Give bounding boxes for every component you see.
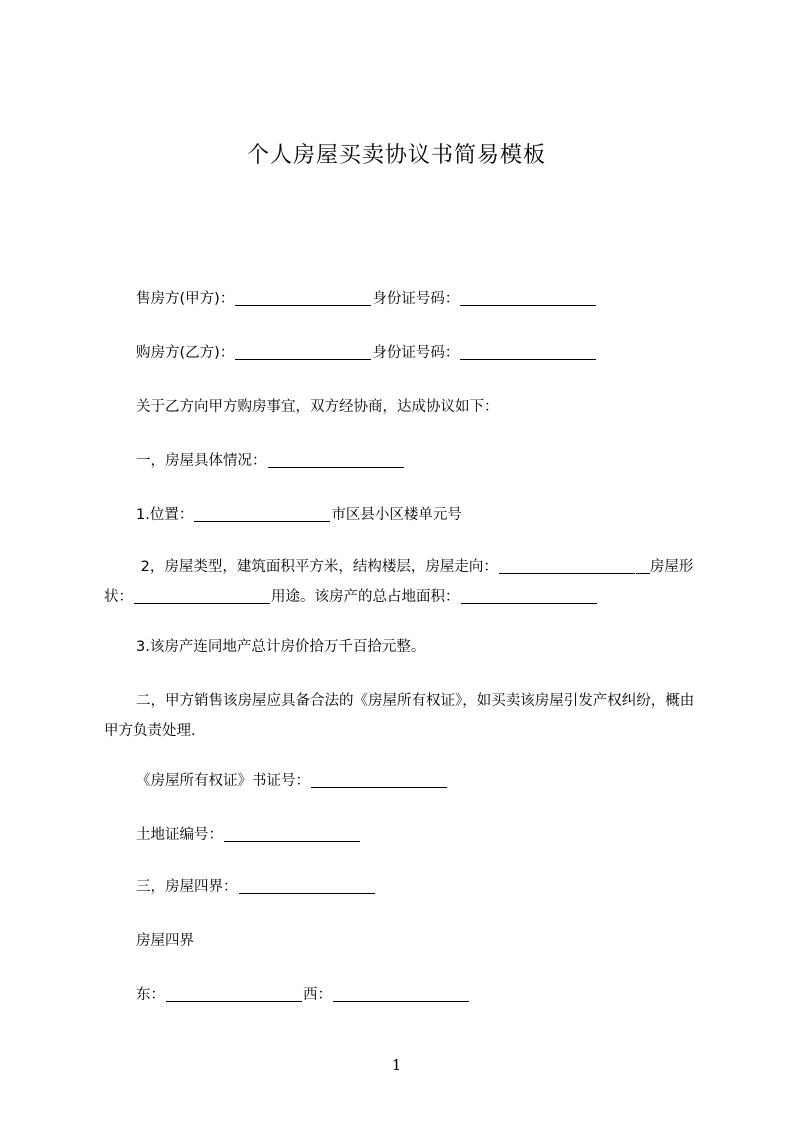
land-certificate-line: [136, 824, 361, 846]
orientation-blank[interactable]: [499, 557, 635, 574]
section-3-heading: 三，房屋四界：: [136, 879, 238, 895]
item-3-paragraph: 3.该房产连同地产总计房价拾万千百拾元整。: [136, 639, 426, 655]
seller-label: 售房方(甲方)：: [136, 291, 235, 307]
buyer-name-blank[interactable]: [235, 343, 371, 360]
section-1-heading: 一，房屋具体情况：: [136, 453, 267, 469]
item-1-line: [136, 504, 462, 526]
east-label: 东：: [136, 987, 165, 1003]
item-2-shape-label: 房屋形状：: [104, 559, 694, 605]
buyer-label: 购房方(乙方)：: [136, 345, 235, 361]
seller-line: [136, 288, 597, 310]
certificate-number-blank[interactable]: [311, 771, 447, 788]
location-blank[interactable]: [194, 505, 330, 522]
buyer-id-blank[interactable]: [460, 343, 596, 360]
section-2-paragraph: 二，甲方销售该房屋应具备合法的《房屋所有权证》，如买卖该房屋引发产权纠纷，概由甲方负责处理.: [104, 693, 695, 739]
west-boundary-blank[interactable]: [333, 985, 469, 1002]
seller-id-label: 身份证号码：: [372, 291, 460, 307]
item-2-text: 2，房屋类型，建筑面积平方米，结构楼层，房屋走向：: [136, 559, 498, 575]
seller-id-blank[interactable]: [460, 289, 596, 306]
location-label: 1.位置：: [136, 507, 194, 523]
east-west-line: [136, 984, 470, 1006]
house-details-blank[interactable]: [268, 451, 404, 468]
west-label: 西：: [303, 987, 332, 1003]
item-2-usage-text: 用途。该房产的总占地面积：: [271, 589, 460, 605]
certificate-label: 《房屋所有权证》书证号：: [136, 773, 310, 789]
buyer-line: [136, 342, 597, 364]
boundaries-heading: 房屋四界: [136, 933, 194, 949]
section-1-line: [136, 450, 405, 472]
east-boundary-blank[interactable]: [166, 985, 302, 1002]
boundaries-blank[interactable]: [239, 877, 375, 894]
item-2-paragraph: [104, 552, 704, 612]
seller-name-blank[interactable]: [235, 289, 371, 306]
land-certificate-blank[interactable]: [224, 825, 360, 842]
certificate-line: [136, 770, 448, 792]
shape-blank[interactable]: [134, 587, 270, 604]
page-number: 1: [391, 1056, 402, 1074]
land-certificate-label: 土地证编号：: [136, 827, 223, 843]
intro-paragraph: 关于乙方向甲方购房事宜，双方经协商，达成协议如下：: [136, 399, 499, 415]
buyer-id-label: 身份证号码：: [372, 345, 460, 361]
location-suffix: 市区县小区楼单元号: [331, 507, 462, 523]
land-area-blank[interactable]: [461, 587, 597, 604]
section-3-line: [136, 876, 376, 898]
document-title: 个人房屋买卖协议书简易模板: [246, 143, 546, 168]
